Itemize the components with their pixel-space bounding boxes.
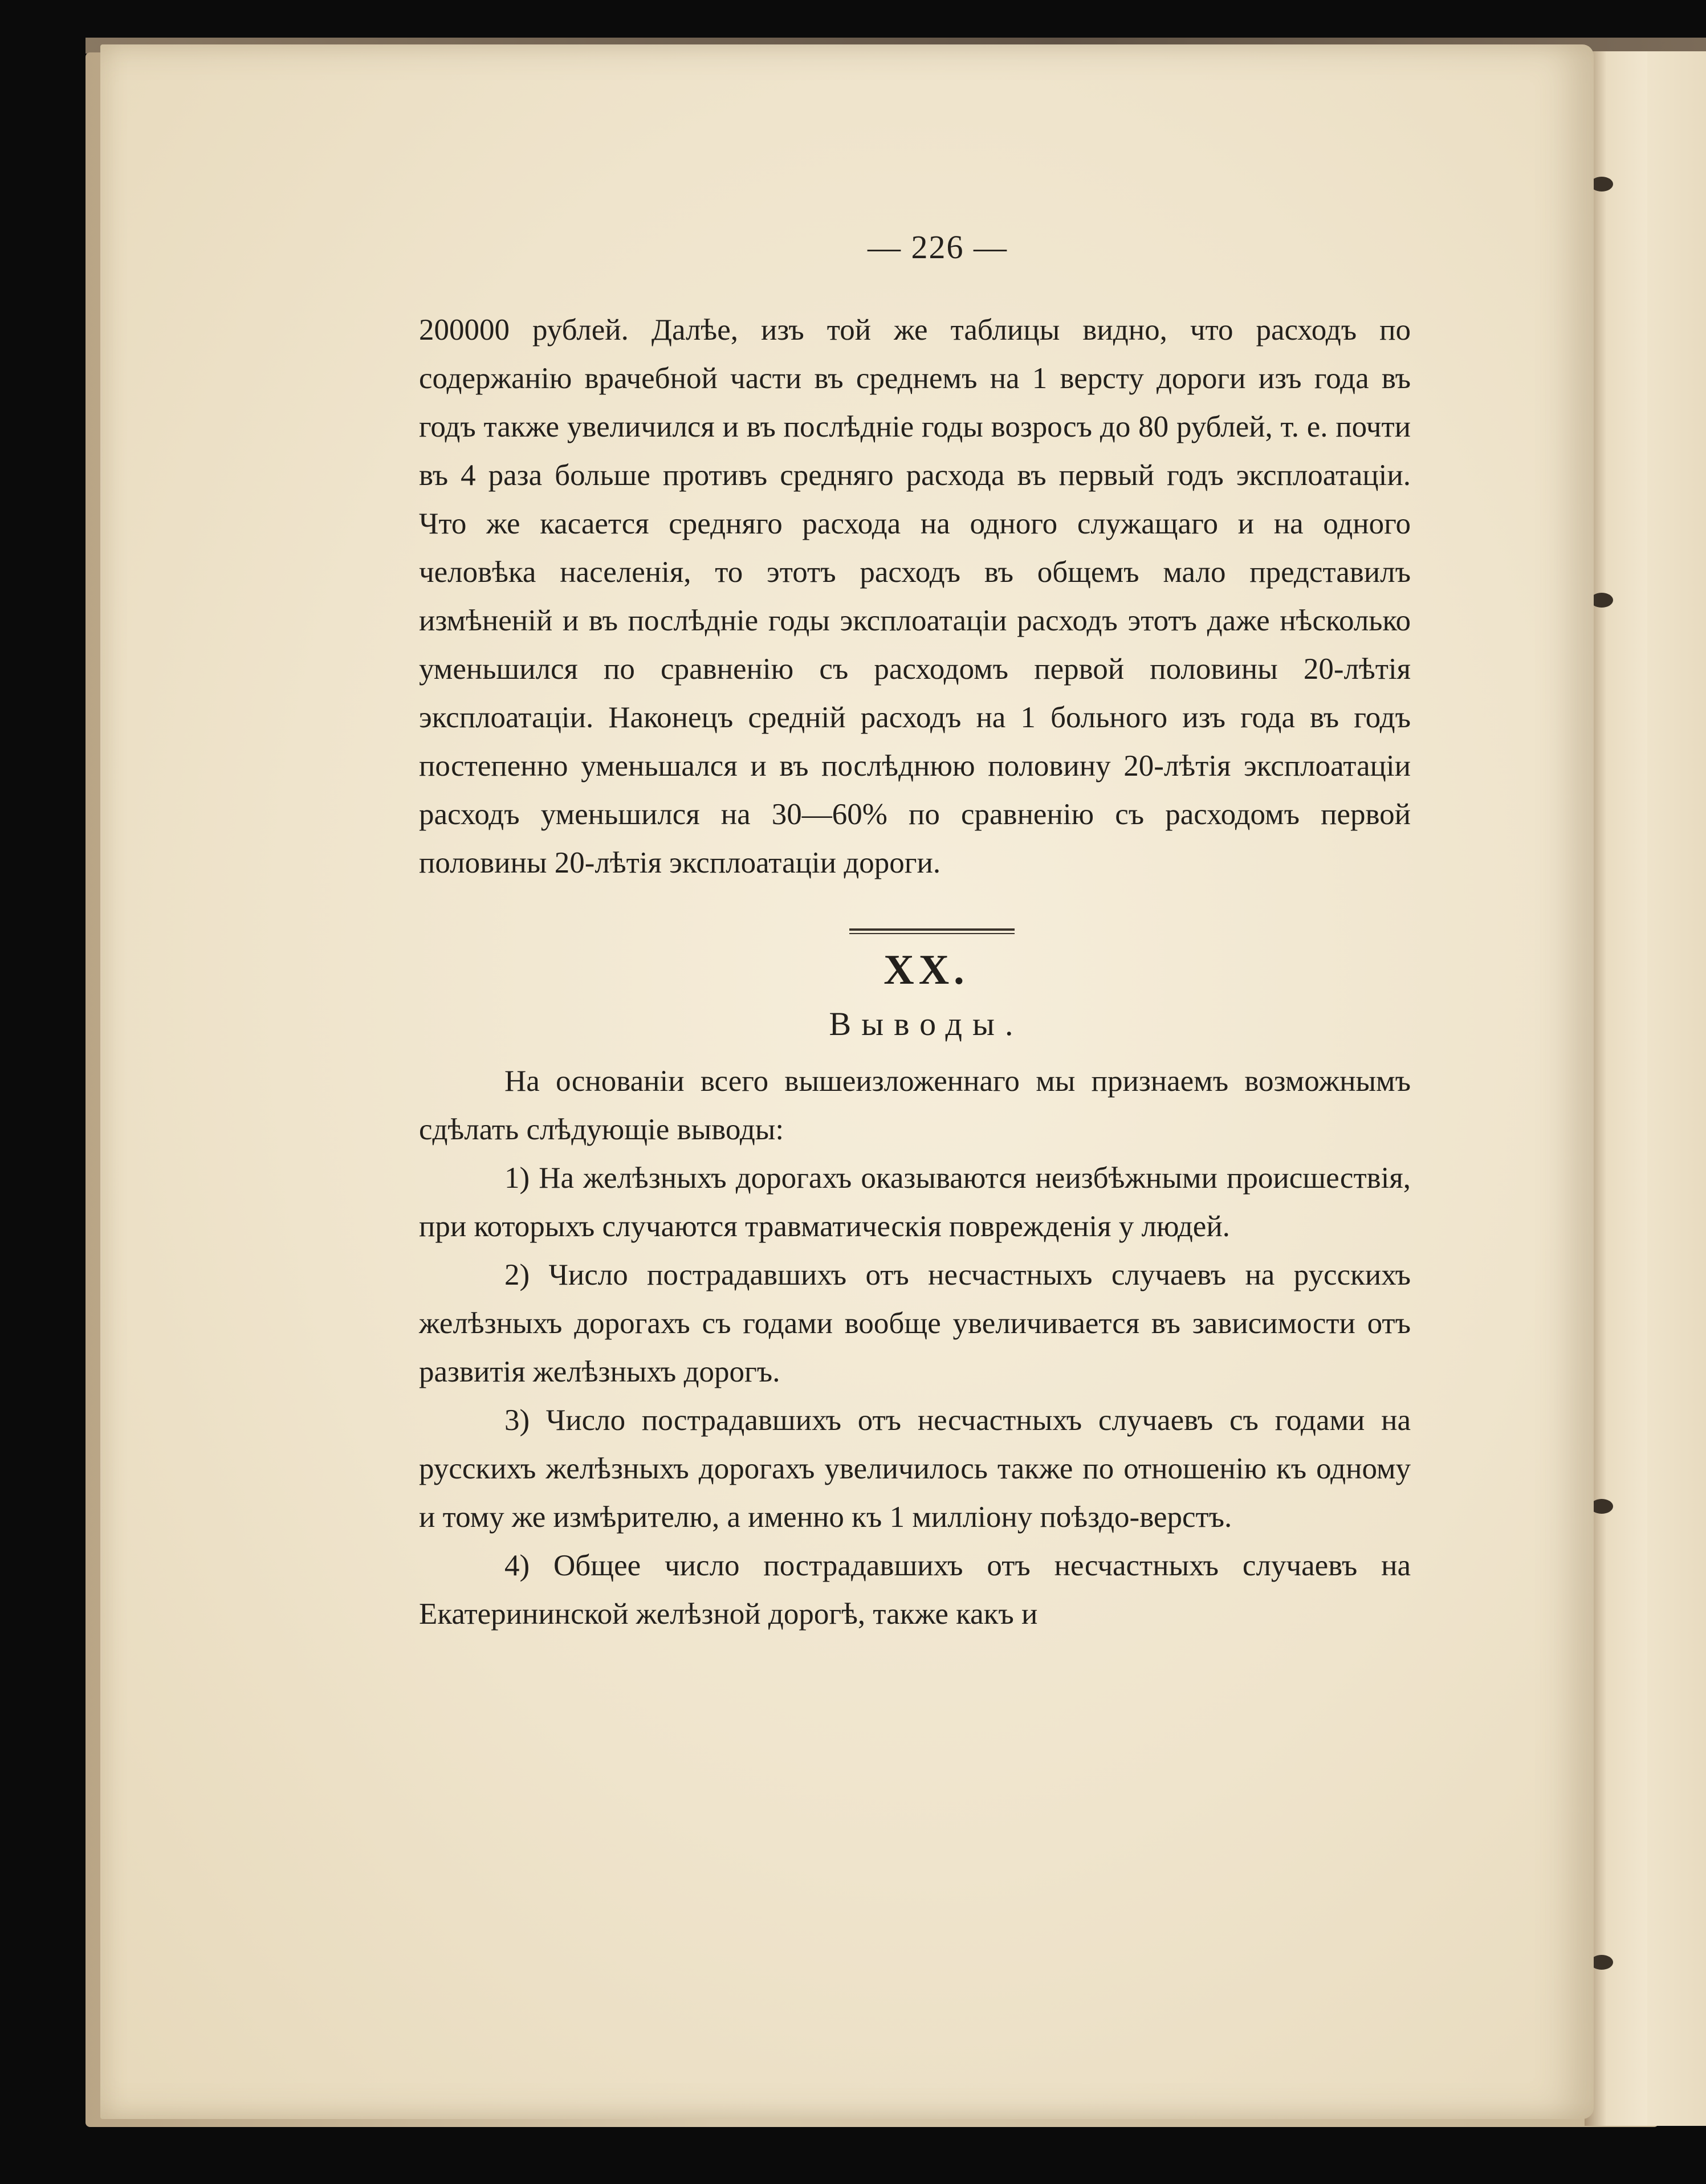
conclusion-item: 1) На желѣзныхъ дорогахъ оказываются неизбѣжными происшествія, при которыхъ случаются травматическія поврежденія у людей. [419, 1162, 1411, 1243]
section-title: Выводы. [829, 1005, 1024, 1042]
body-paragraph: 200000 рублей. Далѣе, изъ той же таблицы видно, что расходъ по содержанію врачебной части въ среднемъ на 1 версту дороги изъ года въ годъ также увеличился и въ послѣдніе годы возросъ до 80 рублей, т. е. почти въ 4 раза больше противъ средняго расхода въ первый годъ эксплоатаціи. Что же касается средняго расхода на одного служащаго и на одного человѣка населенія, то этотъ расходъ въ общемъ мало представилъ измѣненій и въ послѣдніе годы эксплоатаціи расходъ этотъ даже нѣсколько уменьшился по сравненію съ расходомъ первой половины 20-лѣтія эксплоатаціи. Наконецъ средній расходъ на 1 больного изъ года въ годъ постепенно уменьшался и въ послѣднюю половину 20-лѣтія эксплоатаціи расходъ уменьшился на 30—60% по сравненію съ расходомъ первой половины 20-лѣтія эксплоатаціи дороги. [419, 313, 1411, 879]
binding-stitch [1590, 1955, 1613, 1970]
binding-stitch [1590, 177, 1613, 191]
binding-stitch [1590, 1499, 1613, 1514]
page-text [419, 228, 1411, 1639]
binding-stitch [1590, 593, 1613, 608]
page-number: — 226 — [868, 229, 1008, 266]
conclusion-item: 3) Число пострадавшихъ отъ несчастныхъ случаевъ съ годами на русскихъ желѣзныхъ дорогахъ увеличилось также по отношенію къ одному и тому же измѣрителю, а именно къ 1 милліону поѣздо-верстъ. [419, 1404, 1411, 1534]
conclusion-item: 4) Общее число пострадавшихъ отъ несчастныхъ случаевъ на Екатерининской желѣзной дорогѣ, также какъ и [419, 1549, 1411, 1631]
conclusion-item: 2) Число пострадавшихъ отъ несчастныхъ случаевъ на русскихъ желѣзныхъ дорогахъ съ годами вообще увеличивается въ зависимости отъ развитія желѣзныхъ дорогъ. [419, 1258, 1411, 1388]
section-intro: На основаніи всего вышеизложеннаго мы признаемъ возможнымъ сдѣлать слѣдующіе выводы: [419, 1065, 1411, 1146]
book-gutter [1585, 51, 1647, 2126]
section-number: XX. [883, 947, 969, 993]
section-divider [849, 928, 1015, 934]
